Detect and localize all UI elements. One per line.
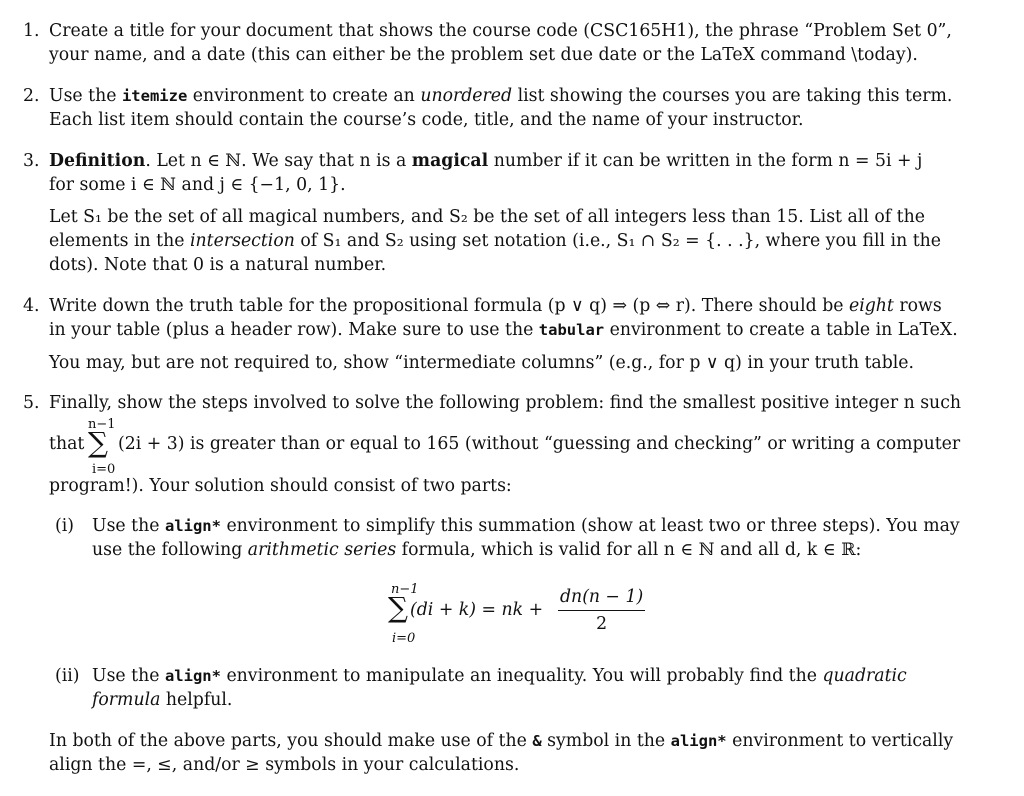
item-5-line-1: Finally, show the steps involved to solve the following problem: find the smallest positive integer n such (49, 393, 961, 413)
emphasis: formula (92, 690, 161, 710)
item-2-line-1 (49, 84, 952, 108)
text: environment to vertically (726, 731, 954, 751)
text: environment to create a table in LaTeX. (604, 320, 958, 340)
fraction-numerator: dn(n − 1) (558, 586, 645, 611)
definition-label: Definition (49, 151, 146, 171)
fraction (558, 586, 645, 635)
definition-line-1 (49, 149, 922, 173)
emphasis: quadratic (822, 666, 907, 686)
formula-upper-limit: n−1 (391, 582, 419, 597)
text: In both of the above parts, you should make use of the (49, 731, 533, 751)
text: use the following (92, 540, 248, 560)
text: formula, which is valid for all n ∈ ℕ and all d, k ∈ ℝ: (396, 540, 862, 560)
text: Write down the truth table for the propositional formula (p ∨ q) ⇒ (p ⇔ r). There should be (49, 296, 849, 316)
part-ii-line-1 (92, 664, 907, 688)
item-4-line-3: You may, but are not required to, show “intermediate columns” (e.g., for p ∨ q) in your truth table. (49, 353, 914, 373)
text: rows (893, 296, 942, 316)
item-5-line-2-a: that (49, 434, 85, 454)
text: . Let n ∈ ℕ. We say that n is a (145, 151, 412, 171)
text: list showing the courses you are taking this term. (512, 86, 953, 106)
sum-upper-limit: n−1 (88, 417, 116, 432)
text: Use the (92, 516, 165, 536)
code-term: & (532, 732, 542, 750)
sum-symbol: ∑ (88, 426, 108, 459)
formula-left-side: (di + k) = nk + (410, 600, 544, 620)
closing-line-2: align the =, ≤, and/or ≥ symbols in your calculations. (49, 755, 520, 775)
text: of S₁ and S₂ using set notation (i.e., S₁ ∩ S₂ = {. . .}, where you fill in the (294, 231, 941, 251)
text: elements in the (49, 231, 190, 251)
formula-fraction (558, 586, 645, 635)
bold-term: magical (411, 151, 489, 171)
text: symbol in the (541, 731, 671, 751)
text: number if it can be written in the form n = 5i + j (488, 151, 923, 171)
item-3-para-2-line-3: dots). Note that 0 is a natural number. (49, 255, 387, 275)
part-ii-line-2 (92, 688, 232, 712)
item-number: 4. (23, 296, 40, 316)
part-i-label: (i) (55, 516, 75, 536)
text: environment to create an (187, 86, 421, 106)
text: in your table (plus a header row). Make sure to use the (49, 320, 539, 340)
definition-line-2: for some i ∈ ℕ and j ∈ {−1, 0, 1}. (49, 175, 346, 195)
closing-line-1 (49, 729, 953, 753)
emphasis: eight (848, 296, 894, 316)
item-4-line-2 (49, 318, 958, 342)
text: Use the (49, 86, 122, 106)
part-ii-label: (ii) (55, 666, 80, 686)
item-number: 3. (23, 151, 40, 171)
code-term: align* (670, 732, 727, 750)
item-5-line-2-b: (2i + 3) is greater than or equal to 165 (without “guessing and checking” or writing a computer (118, 434, 961, 454)
part-i-line-1 (92, 514, 960, 538)
item-number: 2. (23, 86, 40, 106)
code-term: align* (164, 667, 221, 685)
fraction-denominator: 2 (596, 614, 608, 634)
formula-sigma: ∑ (388, 591, 408, 624)
emphasis: arithmetic series (247, 540, 397, 560)
item-3-para-2-line-1: Let S₁ be the set of all magical numbers, and S₂ be the set of all integers less than 15. List all of the (49, 207, 925, 227)
item-2-line-2: Each list item should contain the course’s code, title, and the name of your instructor. (49, 110, 804, 130)
sum-lower-limit: i=0 (92, 462, 116, 477)
formula-lower-limit: i=0 (392, 631, 416, 646)
item-1-line-2: your name, and a date (this can either be the problem set due date or the LaTeX command \today). (49, 45, 918, 65)
text: helpful. (160, 690, 233, 710)
part-i-line-2 (92, 538, 861, 562)
code-term: align* (164, 517, 221, 535)
emphasis: intersection (189, 231, 295, 251)
text: Use the (92, 666, 165, 686)
item-1-line-1: Create a title for your document that shows the course code (CSC165H1), the phrase “Problem Set 0”, (49, 21, 952, 41)
item-4-line-1 (49, 294, 942, 318)
text: environment to simplify this summation (show at least two or three steps). You may (220, 516, 960, 536)
code-term: itemize (121, 87, 188, 105)
emphasis: unordered (420, 86, 513, 106)
item-number: 1. (23, 21, 40, 41)
item-3-para-2-line-2 (49, 229, 941, 253)
item-number: 5. (23, 393, 40, 413)
code-term: tabular (538, 321, 605, 339)
text: environment to manipulate an inequality. You will probably find the (220, 666, 823, 686)
item-5-line-3: program!). Your solution should consist of two parts: (49, 476, 512, 496)
